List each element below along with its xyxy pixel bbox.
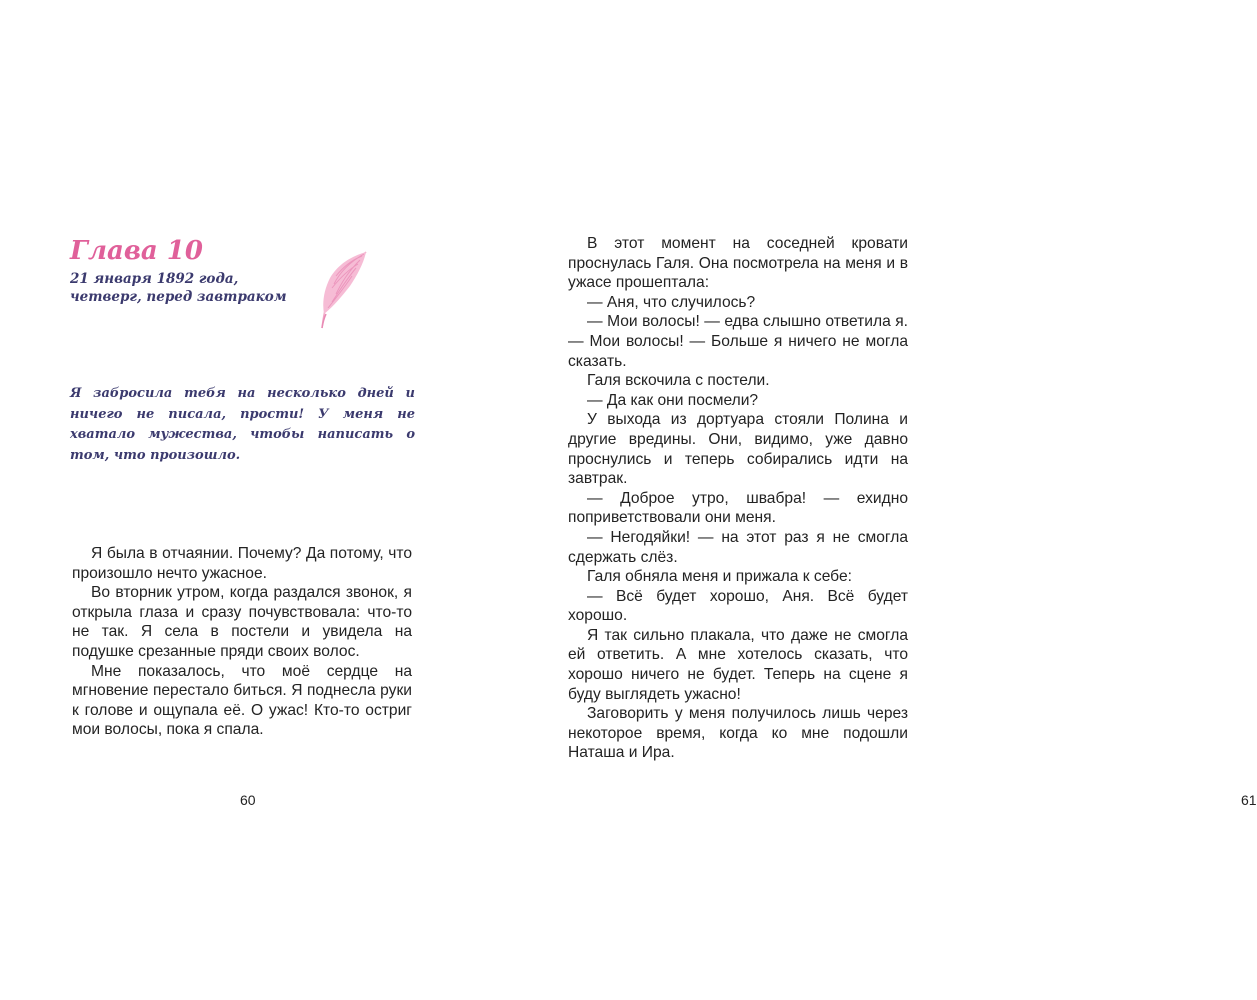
chapter-date: 21 января 1892 года, четверг, перед завтраком (70, 271, 287, 305)
dialogue-line: — Да как они посмели? (587, 391, 759, 409)
diary-entry-text: Я забросила тебя на несколько дней и ничего не писала, прости! У меня не хватало мужества, чтобы написать о том, что произошло. (70, 386, 415, 463)
dialogue-line: — Мои волосы! — едва слышно ответила я. — Мои волосы! — Больше я ничего не могла сказать. (568, 313, 908, 370)
diary-entry (70, 384, 415, 466)
dialogue-line: — Всё будет хорошо, Аня. Всё будет хорошо. (568, 587, 908, 625)
dialogue-line: — Доброе утро, швабра! — ехидно поприветствовали они меня. (568, 489, 908, 527)
paragraph: Я была в отчаянии. Почему? Да потому, что произошло нечто ужасное. (72, 545, 412, 582)
page-number: 61 (1241, 792, 1257, 808)
dialogue-line: — Негодяйки! — на этот раз я не смогла сдержать слёз. (568, 528, 908, 566)
left-page (0, 0, 500, 1000)
left-body-text (72, 544, 412, 740)
paragraph: Заговорить у меня получилось лишь через некоторое время, когда ко мне подошли Наташа и Ира. (568, 705, 908, 762)
paragraph: Галя обняла меня и прижала к себе: (587, 568, 852, 586)
dialogue-line: — Аня, что случилось? (587, 293, 756, 311)
paragraph: Во вторник утром, когда раздался звонок, я открыла глаза и сразу почувствовала: что-то не так. Я села в постели и увидела на подушке срезанные пряди своих волос. (72, 584, 412, 660)
right-body-text (568, 234, 908, 763)
paragraph: В этот момент на соседней кровати проснулась Галя. Она посмотрела на меня и в ужасе прошептала: (568, 235, 908, 292)
paragraph: Мне показалось, что моё сердце на мгновение перестало биться. Я поднесла руки к голове и ощупала её. О ужас! Кто-то остриг мои волосы, пока я спала. (72, 662, 412, 739)
feather-icon (300, 248, 370, 330)
page-number: 60 (240, 792, 256, 808)
paragraph: У выхода из дортуара стояли Полина и другие вредины. Они, видимо, уже давно проснулись и теперь собирались идти на завтрак. (568, 411, 908, 488)
chapter-title: Глава 10 (70, 236, 203, 266)
paragraph: Я так сильно плакала, что даже не смогла ей ответить. А мне хотелось сказать, что хорошо ничего не будет. Теперь на сцене я буду выглядеть ужасно! (568, 626, 908, 703)
paragraph: Галя вскочила с постели. (587, 372, 770, 390)
